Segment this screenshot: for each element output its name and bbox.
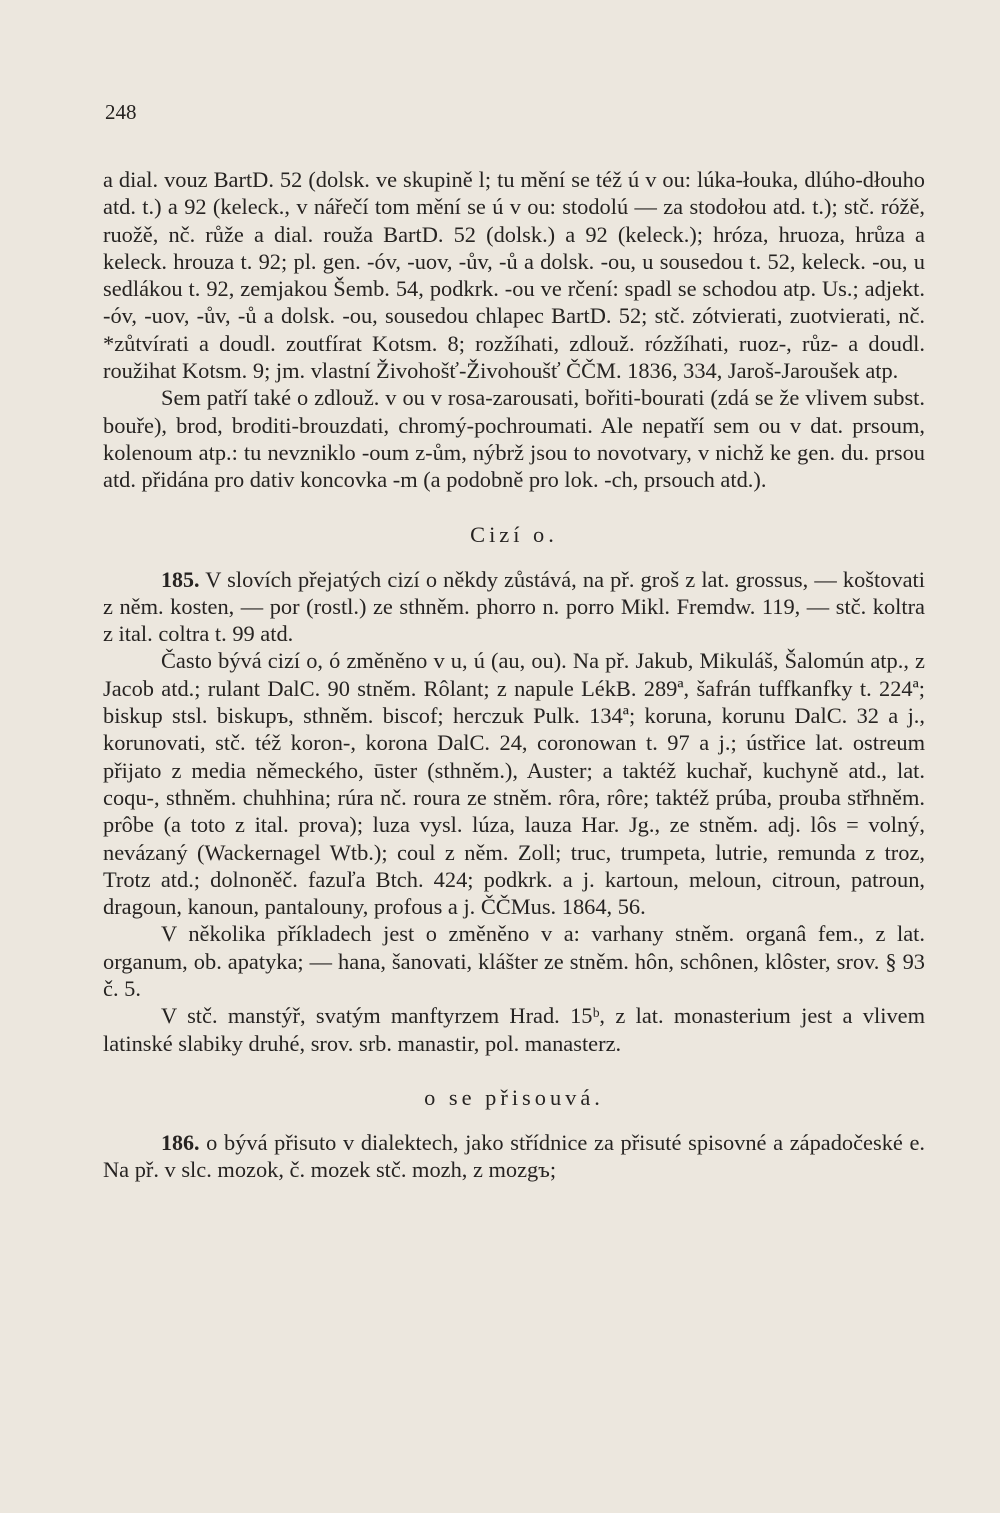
paragraph-nekolika: V několika příkladech jest o změněno v a: varhany stněm. organâ fem., z lat. organum, ob. apatyka; — hana, šanovati, klášter ze stněm. hôn, schônen, klôster, srov. § 93 č. 5. [103,921,925,1002]
page-number: 248 [105,100,137,124]
paragraph-sem-patri: Sem patří také o zdlouž. v ou v rosa-zarousati, bořiti-bourati (zdá se že vlivem subst. bouře), brod, broditi-brouzdati, chromý-pochroumati. Ale nepatří sem ou v dat. prsoum, kolenoum atp.: tu nevzniklo -oum z-ům, nýbrž jsou to novotvary, v nichž ke gen. du. prsou atd. přidána pro dativ koncovka -m (a podobně pro lok. -ch, prsouch atd.). [103,385,925,493]
section-186-text: o bývá přisuto v dialektech, jako střídnice za přisuté spisovné a západočeské e. Na př. v slc. mozok, č. mozek stč. mozh, z mozgъ; [103,1129,926,1183]
heading-cizi-o: Cizí o. [470,521,558,547]
paragraph-casto: Často bývá cizí o, ó změněno v u, ú (au, ou). Na př. Jakub, Mikuláš, Šalomún atp., z Jacob atd.; rulant DalC. 90 stněm. Rôlant; z napule LékB. 289ª, šafrán tuffkanfky t. 224ª; biskup stsl. biskupъ, sthněm. biscof; herczuk Pulk. 134ª; koruna, korunu DalC. 32 a j., korunovati, stč. též koron-, korona DalC. 24, coronowan t. 97 a j.; ústřice lat. ostreum přijato z media německého, ūster (sthněm.), Auster; a taktéž kuchař, kuchyně atd., lat. coqu-, sthněm. chuhhina; rúra nč. roura ze stněm. rôra, rôre; taktéž prúba, prouba střhněm. prôbe (a toto z ital. prova); luza vysl. lúza, lauza Har. Jg., ze stněm. adj. lôs = volný, nevázaný (Wackernagel Wtb.); coul z něm. Zoll; truc, trumpeta, lutrie, remunda z troz, Trotz atd.; dolnoněč. fazuľa Btch. 424; podkrk. a j. kartoun, meloun, citroun, patroun, dragoun, kanoun, pantalouny, profous a j. ČČMus. 1864, 56. [103,648,925,920]
section-number-186: 186. [161,1129,200,1155]
section-186 [103,1129,925,1184]
paragraph-intro: a dial. vouz BartD. 52 (dolsk. ve skupině l; tu mění se též ú v ou: lúka-łouka, dlúho-dłouho atd. t.) a 92 (keleck., v nářečí tom mění se ú v ou: stodolú — za stodołou atd. t.); stč. róžě, ruožě, nč. růže a dial. rouža BartD. 52 (dolsk.) a 92 (keleck.); hróza, hruoza, hrůza a keleck. hrouza t. 92; pl. gen. -óv, -uov, -ův, -ů a dolsk. -ou, u sousedou t. 52, keleck. -ou, u sedlákou t. 92, zemjakou Šemb. 54, podkrk. -ou ve rčení: spadl se schodou atp. Us.; adjekt. -óv, -uov, -ův, -ů a dolsk. -ou, sousedou chlapec BartD. 52; stč. zótvierati, zuotvierati, nč. *zůtvírati a doudl. zoutfírat Kotsm. 8; rozžíhati, zdlouž. rózžíhati, ruoz-, růz- a doudl. roužihat Kotsm. 9; jm. vlastní Živohošť-Živohoušť ČČM. 1836, 334, Jaroš-Jaroušek atp. [103,167,925,384]
section-185 [103,566,925,648]
page-body [103,166,925,1184]
heading-o-se-prisouva: o se přisouvá. [424,1084,604,1110]
paragraph-manstyr: V stč. manstýř, svatým manftyrzem Hrad. 15ᵇ, z lat. monasterium jest a vlivem latinské slabiky druhé, srov. srb. manastir, pol. manasterz. [103,1003,925,1056]
section-185-text: V slovích přejatých cizí o někdy zůstává, na př. groš z lat. grossus, — koštovati z něm. kosten, — por (rostl.) ze sthněm. phorro n. porro Mikl. Fremdw. 119, — stč. koltra z ital. coltra t. 99 atd. [103,566,925,647]
section-number-185: 185. [161,566,200,592]
